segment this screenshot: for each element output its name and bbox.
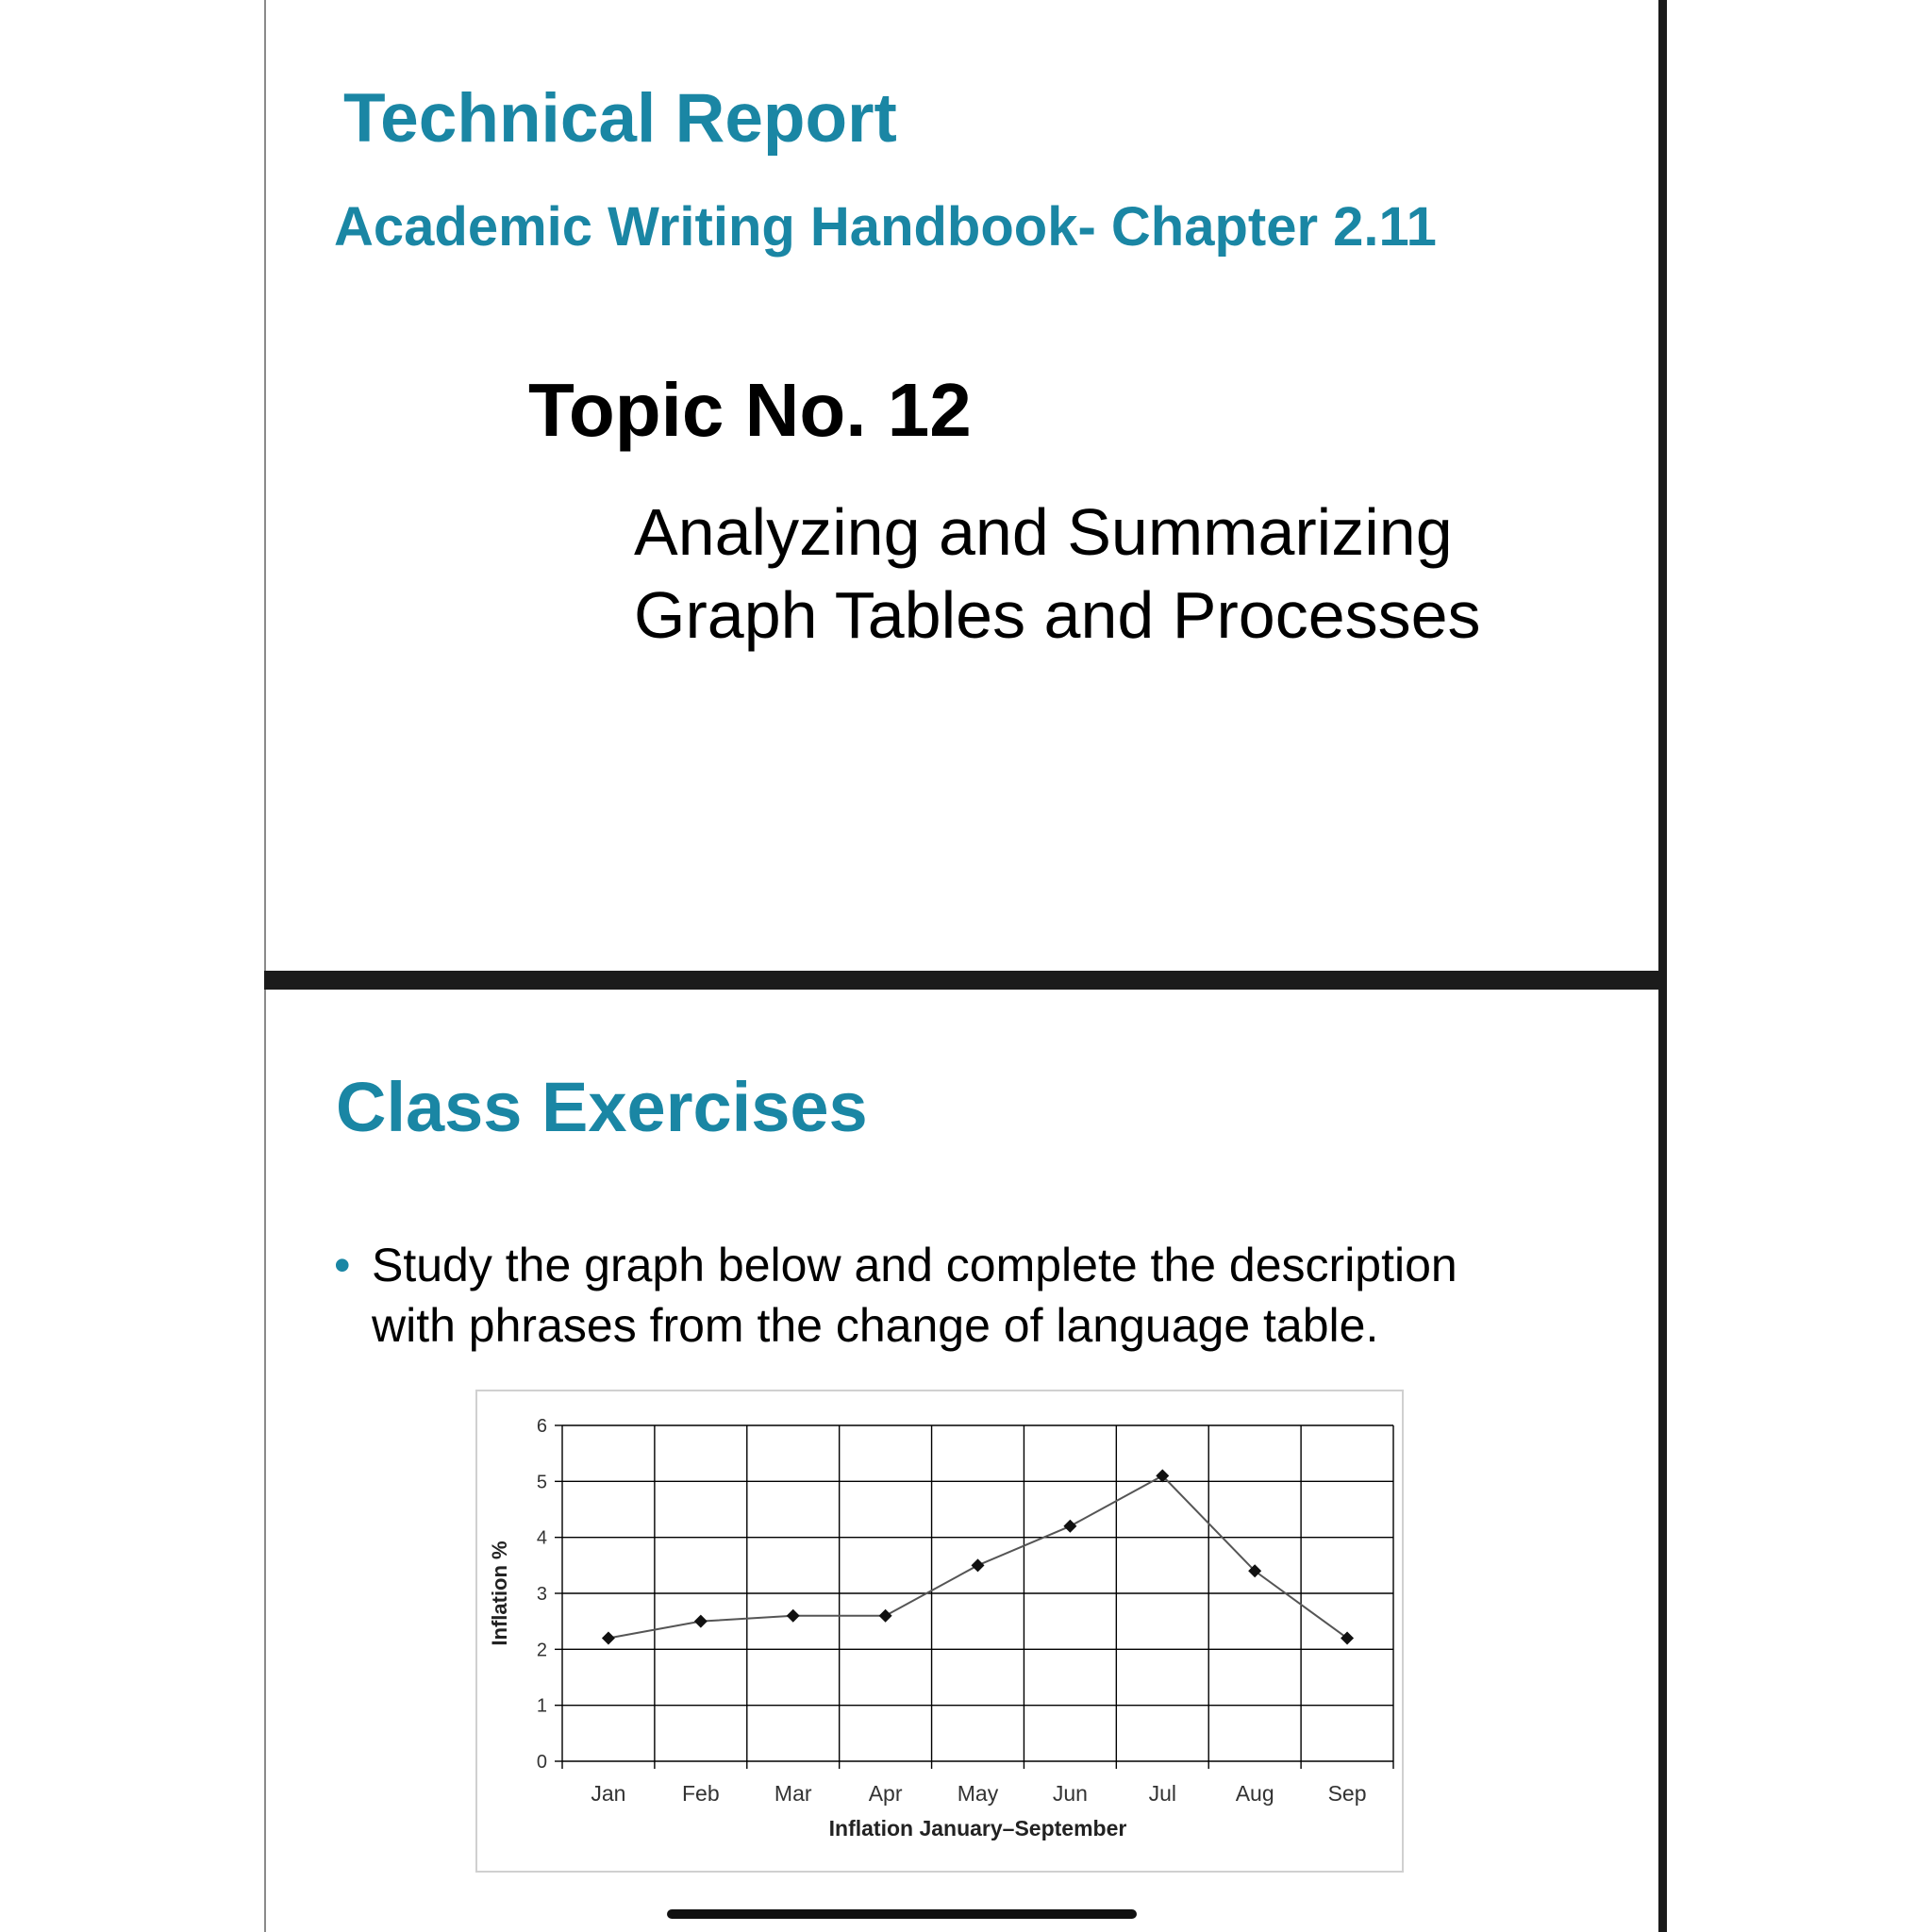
data-point-sep [1341, 1631, 1354, 1644]
topic-description-line-2: Graph Tables and Processes [634, 578, 1481, 652]
tick-label-y-5: 5 [536, 1472, 547, 1493]
data-point-jan [602, 1631, 615, 1644]
slide-divider [264, 971, 1667, 990]
inflation-chart [475, 1390, 1404, 1873]
inflation-chart-svg [477, 1391, 1402, 1871]
tick-label-x-jan: Jan [591, 1781, 626, 1806]
data-point-apr [879, 1609, 892, 1623]
topic-description [634, 491, 1577, 657]
data-point-mar [787, 1609, 800, 1623]
tick-label-x-feb: Feb [682, 1781, 720, 1806]
tick-label-x-jun: Jun [1052, 1781, 1088, 1806]
series-line-inflation [608, 1475, 1347, 1638]
y-axis-label: Inflation % [488, 1541, 511, 1646]
x-axis-label: Inflation January–September [828, 1816, 1127, 1840]
handbook-subtitle: Academic Writing Handbook- Chapter 2.11 [334, 196, 1437, 258]
slide-class-exercises [266, 990, 1658, 1932]
report-title: Technical Report [343, 80, 897, 157]
tick-label-y-1: 1 [536, 1695, 547, 1717]
tick-label-x-jul: Jul [1148, 1781, 1176, 1806]
tick-label-y-4: 4 [536, 1527, 547, 1549]
tick-label-x-may: May [957, 1781, 999, 1806]
data-point-feb [694, 1615, 708, 1628]
tick-label-x-aug: Aug [1235, 1781, 1274, 1806]
tick-label-y-0: 0 [536, 1752, 547, 1773]
class-exercises-title: Class Exercises [336, 1068, 868, 1146]
tick-label-x-sep: Sep [1327, 1781, 1367, 1806]
data-point-may [972, 1558, 985, 1572]
data-point-jun [1063, 1520, 1076, 1533]
exercise-instruction-line-1: Study the graph below and complete the description [372, 1239, 1457, 1291]
tick-label-y-2: 2 [536, 1640, 547, 1661]
bullet-dot-icon: • [334, 1239, 351, 1291]
tick-label-y-6: 6 [536, 1416, 547, 1437]
page-right-edge [1658, 0, 1667, 1932]
exercise-instruction-line-2: with phrases from the change of language table. [372, 1299, 1379, 1352]
tick-label-x-mar: Mar [774, 1781, 812, 1806]
slide-title [266, 0, 1658, 971]
exercise-instruction [372, 1235, 1636, 1356]
home-indicator[interactable] [667, 1909, 1137, 1919]
topic-description-line-1: Analyzing and Summarizing [634, 495, 1453, 569]
topic-number: Topic No. 12 [528, 368, 972, 452]
tick-label-y-3: 3 [536, 1584, 547, 1605]
tick-label-x-apr: Apr [868, 1781, 903, 1806]
